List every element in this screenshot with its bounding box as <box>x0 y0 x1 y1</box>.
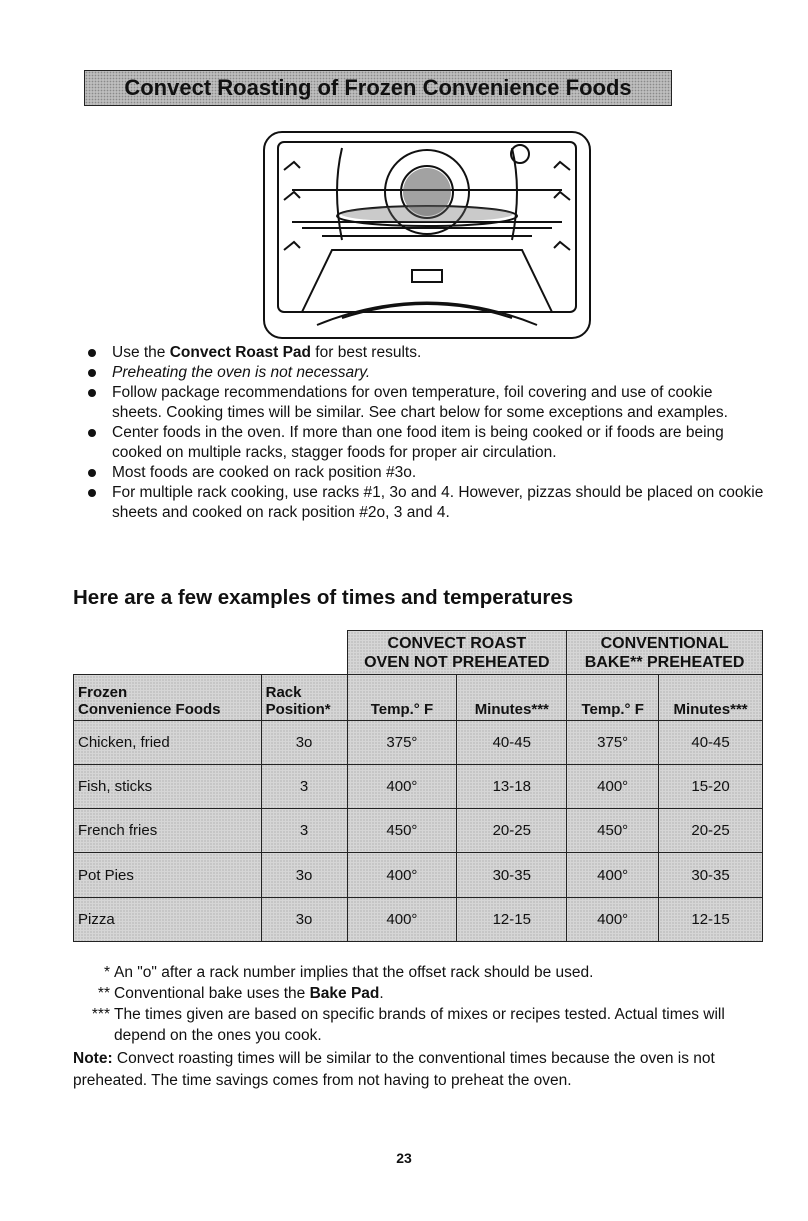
food-cell: Fish, sticks <box>74 764 262 808</box>
food-column-header: Frozen Convenience Foods <box>74 675 262 720</box>
footnote: * An "o" after a rack number implies that the offset rack should be used. <box>103 964 594 981</box>
note-text: Convect roasting times will be similar to the conventional times because the oven is not preheated. The time savings comes from not having to preheat the oven. <box>73 1050 715 1089</box>
food-cell: Pizza <box>74 897 262 941</box>
minutes-cell: 20-25 <box>457 809 567 853</box>
times-temperatures-table <box>73 630 763 942</box>
table-row <box>74 809 763 853</box>
minutes-cell: 13-18 <box>457 764 567 808</box>
minutes-cell: 12-15 <box>659 897 763 941</box>
tip-item: Preheating the oven is not necessary. <box>86 363 766 383</box>
tip-item: Follow package recommendations for oven temperature, foil covering and use of cookie sheets. Cooking times will be similar. See chart below for some exceptions and examples. <box>86 383 766 423</box>
temp-cell: 400° <box>347 853 457 897</box>
tip-item: For multiple rack cooking, use racks #1, 3o and 4. However, pizzas should be placed on cookie sheets and cooked on rack position #2o, 3 and 4. <box>86 483 766 523</box>
conventional-bake-group-header: CONVENTIONAL BAKE** PREHEATED <box>567 631 763 675</box>
temp-cell: 375° <box>347 720 457 764</box>
rack-column-header: Rack Position* <box>261 675 347 720</box>
convect-temp-header: Temp.° F <box>347 675 457 720</box>
rack-cell: 3o <box>261 720 347 764</box>
examples-heading: Here are a few examples of times and temperatures <box>73 586 574 609</box>
convect-minutes-header: Minutes*** <box>457 675 567 720</box>
footnotes <box>84 962 774 1046</box>
conventional-minutes-header: Minutes*** <box>659 675 763 720</box>
minutes-cell: 30-35 <box>457 853 567 897</box>
temp-cell: 450° <box>347 809 457 853</box>
temp-cell: 400° <box>567 897 659 941</box>
tip-item: Use the Convect Roast Pad for best results. <box>86 343 766 363</box>
table-row <box>74 764 763 808</box>
rack-cell: 3o <box>261 853 347 897</box>
tip-item: Most foods are cooked on rack position #3o. <box>86 463 766 483</box>
footnote: ** Conventional bake uses the Bake Pad. <box>97 985 384 1002</box>
minutes-cell: 40-45 <box>659 720 763 764</box>
tip-item: Center foods in the oven. If more than one food item is being cooked or if foods are being cooked on multiple racks, stagger foods for proper air circulation. <box>86 423 766 463</box>
note-label: Note: <box>73 1050 113 1067</box>
temp-cell: 450° <box>567 809 659 853</box>
table-row <box>74 720 763 764</box>
minutes-cell: 30-35 <box>659 853 763 897</box>
footnote: *** The times given are based on specific brands of mixes or recipes tested. Actual times will depend on the ones you cook. <box>91 1006 725 1044</box>
oven-illustration <box>262 130 592 340</box>
temp-cell: 400° <box>347 764 457 808</box>
food-cell: Pot Pies <box>74 853 262 897</box>
minutes-cell: 12-15 <box>457 897 567 941</box>
temp-cell: 400° <box>347 897 457 941</box>
minutes-cell: 20-25 <box>659 809 763 853</box>
temp-cell: 400° <box>567 764 659 808</box>
temp-cell: 375° <box>567 720 659 764</box>
rack-cell: 3 <box>261 764 347 808</box>
conventional-temp-header: Temp.° F <box>567 675 659 720</box>
convect-roast-group-header: CONVECT ROAST OVEN NOT PREHEATED <box>347 631 567 675</box>
food-cell: French fries <box>74 809 262 853</box>
page-number: 23 <box>396 1150 412 1166</box>
minutes-cell: 15-20 <box>659 764 763 808</box>
table-row <box>74 853 763 897</box>
temp-cell: 400° <box>567 853 659 897</box>
minutes-cell: 40-45 <box>457 720 567 764</box>
food-cell: Chicken, fried <box>74 720 262 764</box>
table-row <box>74 897 763 941</box>
note-paragraph <box>73 1048 767 1092</box>
section-title: Convect Roasting of Frozen Convenience Foods <box>124 75 632 100</box>
tips-list <box>86 343 766 523</box>
rack-cell: 3 <box>261 809 347 853</box>
section-title-bar <box>84 70 672 106</box>
rack-cell: 3o <box>261 897 347 941</box>
